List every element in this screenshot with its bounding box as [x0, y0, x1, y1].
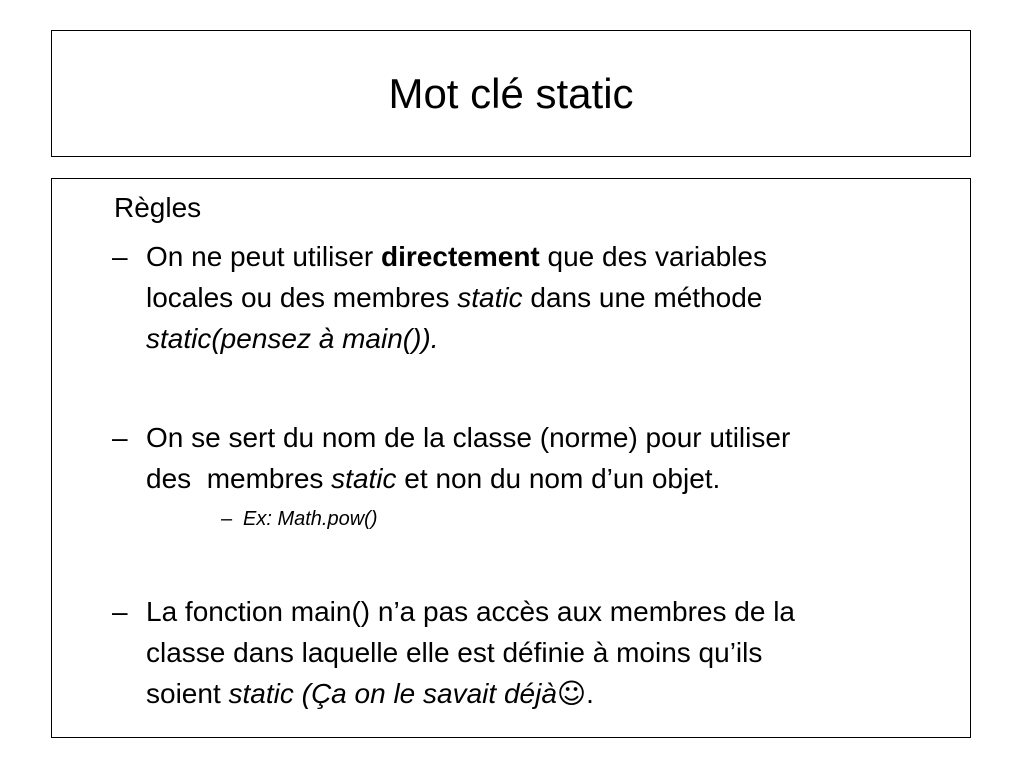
bullet-3-text-a: La fonction main() n’a pas accès aux membres de la — [146, 596, 795, 627]
bullet-1-text-c: locales ou des membres — [146, 282, 458, 313]
sub-bullet — [221, 506, 378, 532]
bullet-3-italic: static (Ça on le savait déjà — [228, 678, 557, 709]
bullet-2-text-c: et non du nom d’un objet. — [396, 463, 721, 494]
bullet-2 — [112, 417, 956, 499]
bullet-3-text-d: . — [586, 678, 594, 709]
bullet-dash: – — [112, 596, 128, 627]
bullet-1-text-d: dans une méthode — [522, 282, 763, 313]
bullet-1-bold: directement — [381, 241, 540, 272]
bullet-dash: – — [112, 422, 128, 453]
bullet-1-italic-a: static — [457, 282, 523, 313]
bullet-3-text-b: classe dans laquelle elle est définie à moins qu’ils — [146, 637, 763, 668]
bullet-1-text-a: On ne peut utiliser — [146, 241, 382, 272]
slide-title: Mot clé static — [388, 69, 634, 117]
bullet-2-text-a: On se sert du nom de la classe (norme) pour utiliser — [146, 422, 791, 453]
bullet-1-italic-b: static(pensez à main()). — [146, 323, 439, 354]
bullet-2-text-b: des membres — [146, 463, 332, 494]
rules-heading: Règles — [114, 192, 202, 223]
bullet-3 — [112, 591, 956, 714]
title-box — [51, 30, 971, 157]
sub-bullet-text: Ex: Math.pow() — [243, 508, 378, 530]
bullet-dash: – — [112, 241, 128, 272]
smiley-icon: ☺ — [556, 677, 587, 710]
sub-bullet-dash: – — [221, 508, 233, 530]
bullet-3-text-c: soient — [146, 678, 229, 709]
bullet-2-italic: static — [331, 463, 397, 494]
bullet-1-text-b: que des variables — [539, 241, 768, 272]
bullet-1 — [112, 236, 956, 359]
content-box — [51, 178, 971, 738]
